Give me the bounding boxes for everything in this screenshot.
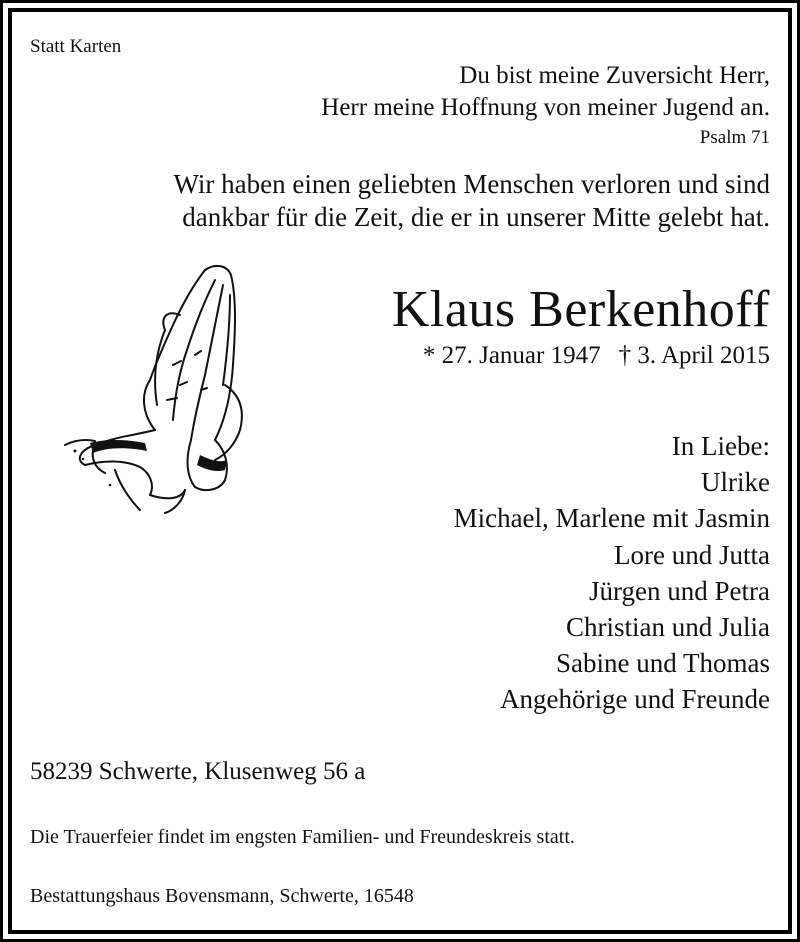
praying-hands-icon bbox=[55, 255, 265, 515]
birth-date: * 27. Januar 1947 bbox=[422, 342, 601, 369]
statt-karten-label: Statt Karten bbox=[30, 36, 122, 57]
verse-line: Du bist meine Zuversicht Herr, bbox=[459, 62, 770, 89]
verse-source: Psalm 71 bbox=[699, 127, 770, 148]
life-dates bbox=[423, 342, 770, 370]
intro-line: dankbar für die Zeit, die er in unserer Mitte gelebt hat. bbox=[182, 202, 770, 232]
intro-text bbox=[174, 168, 770, 234]
funeral-home: Bestattungshaus Bovensmann, Schwerte, 16548 bbox=[30, 885, 414, 907]
deceased-name: Klaus Berkenhoff bbox=[391, 281, 770, 338]
verse-line: Herr meine Hoffnung von meiner Jugend an. bbox=[321, 94, 770, 121]
mourners-heading: In Liebe: bbox=[671, 431, 770, 461]
mourner-entry: Angehörige und Freunde bbox=[500, 684, 770, 715]
family-address: 58239 Schwerte, Klusenweg 56 a bbox=[30, 758, 366, 785]
mourner-entry: Jürgen und Petra bbox=[589, 575, 770, 606]
mourner-entry: Lore und Jutta bbox=[614, 539, 770, 570]
mourners-list bbox=[454, 428, 770, 718]
bible-verse bbox=[321, 60, 770, 124]
ceremony-note: Die Trauerfeier findet im engsten Familien- und Freundeskreis statt. bbox=[30, 826, 575, 848]
mourner-entry: Ulrike bbox=[701, 467, 770, 498]
mourner-entry: Christian und Julia bbox=[566, 612, 770, 643]
death-date: † 3. April 2015 bbox=[618, 342, 770, 369]
intro-line: Wir haben einen geliebten Menschen verloren und sind bbox=[173, 169, 770, 199]
mourner-entry: Sabine und Thomas bbox=[556, 648, 770, 679]
mourner-entry: Michael, Marlene mit Jasmin bbox=[453, 503, 770, 534]
